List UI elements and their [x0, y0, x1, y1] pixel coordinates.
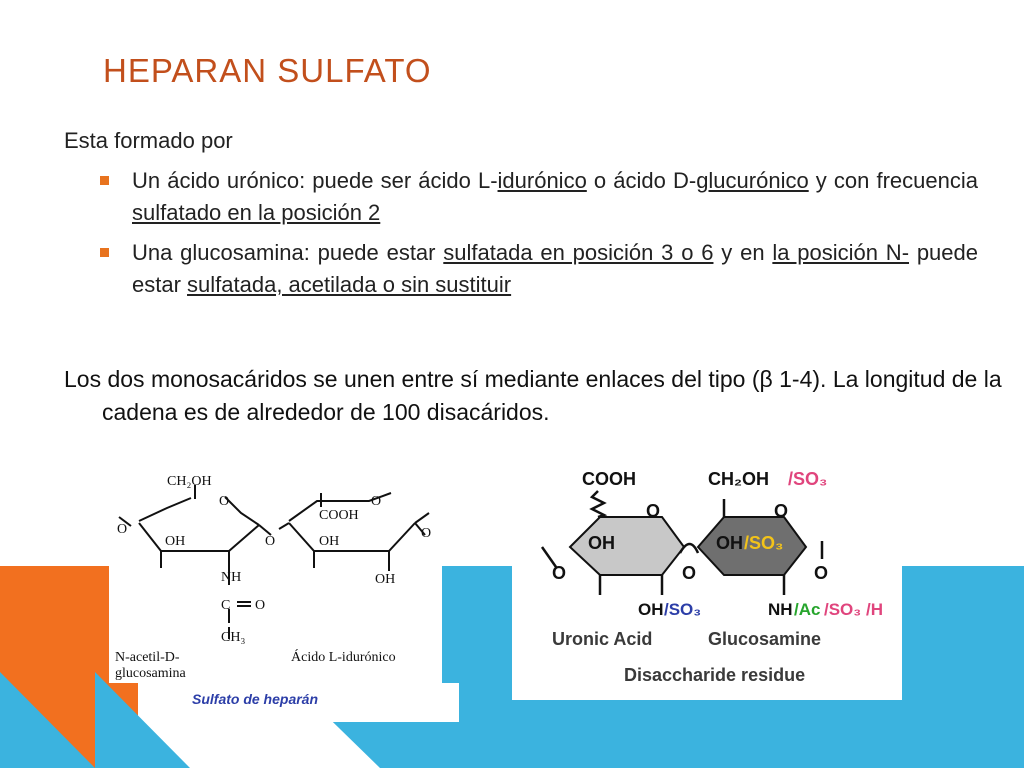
bullet-uronic-acid: Un ácido urónico: puede ser ácido L-idurónico o ácido D-glucurónico y con frecuencia sulfatado en la posición 2: [100, 165, 978, 229]
slide-title: HEPARAN SULFATO: [103, 52, 432, 89]
ch2oh-label: CH₂OH: [708, 469, 769, 489]
oh-label: OH: [375, 572, 396, 587]
bullet-glucosamine: Una glucosamina: puede estar sulfatada en posición 3 o 6 y en la posición N- puede estar sulfatada, acetilada o sin sustituir: [100, 237, 978, 301]
oxygen-label: O: [421, 526, 432, 541]
oxygen-label: O: [682, 563, 697, 583]
oh-label: OH: [638, 600, 664, 619]
ch2oh-label: CH₂OH: [167, 474, 212, 489]
so3-label: /SO₃: [788, 469, 828, 489]
cooh-label: COOH: [319, 508, 359, 523]
underlined-term: idurónico: [497, 168, 587, 193]
heparan-structure-drawing: [109, 463, 442, 683]
disaccharide-residue-label: Disaccharide residue: [624, 665, 806, 685]
ring-oxygen-label: O: [371, 494, 382, 509]
figure-caption-box: [180, 683, 459, 722]
so3-label: /SO₃: [664, 600, 702, 619]
structure-figure-right: [512, 455, 902, 700]
bullet-lead: Un ácido urónico: [132, 168, 300, 193]
h-label: /H: [866, 600, 883, 619]
square-bullet-icon: [100, 176, 109, 185]
nh-label: NH: [221, 570, 242, 585]
oh-label: OH: [588, 533, 615, 553]
iduronic-label: Ácido L-idurónico: [291, 650, 396, 665]
intro-text: Esta formado por: [64, 128, 233, 153]
cooh-label: COOH: [582, 469, 636, 489]
disaccharide-residue-drawing: [512, 455, 902, 700]
ac-label: /Ac: [794, 600, 821, 619]
ring-oxygen-label: O: [646, 501, 661, 521]
underlined-term: sulfatada en posición 3 o 6: [443, 240, 714, 265]
uronic-acid-label: Uronic Acid: [552, 629, 653, 649]
so3-label: /SO₃: [744, 533, 784, 553]
figure-caption: Sulfato de heparán: [192, 691, 319, 707]
underlined-term: glucurónico: [696, 168, 809, 193]
oxygen-label: O: [117, 522, 128, 537]
glucosamine-label: Glucosamine: [708, 629, 822, 649]
underlined-term: la posición N-: [772, 240, 910, 265]
square-bullet-icon: [100, 248, 109, 257]
linkage-paragraph: Los dos monosacáridos se unen entre sí mediante enlaces del tipo (β 1-4). La longitud de la cadena es de alrededor de 100 disacáridos.: [64, 366, 1002, 425]
ring-oxygen-label: O: [774, 501, 789, 521]
carbon-label: C: [221, 598, 231, 613]
glucosamine-label-line2: glucosamina: [115, 666, 186, 681]
oh-label: OH: [165, 534, 186, 549]
bullet-lead: Una glucosamina: [132, 240, 304, 265]
bullet-list: [100, 165, 978, 309]
oxygen-label: O: [814, 563, 829, 583]
oxygen-label: O: [265, 534, 276, 549]
structure-figure-left: [109, 463, 442, 683]
blue-band-left-mid: [95, 672, 190, 768]
ring-oxygen-label: O: [219, 494, 230, 509]
underlined-term: sulfatado en la posición 2: [132, 200, 381, 225]
oh-label: OH: [716, 533, 743, 553]
glucosamine-label-line1: N-acetil-D-: [115, 650, 180, 665]
nh-label: NH: [768, 600, 793, 619]
ch3-label: CH₃: [221, 630, 246, 645]
oxygen-label: O: [552, 563, 567, 583]
oh-label: OH: [319, 534, 340, 549]
underlined-term: sulfatada, acetilada o sin sustituir: [187, 272, 512, 297]
so3-label: /SO₃: [824, 600, 862, 619]
carbonyl-oxygen-label: O: [255, 598, 266, 613]
